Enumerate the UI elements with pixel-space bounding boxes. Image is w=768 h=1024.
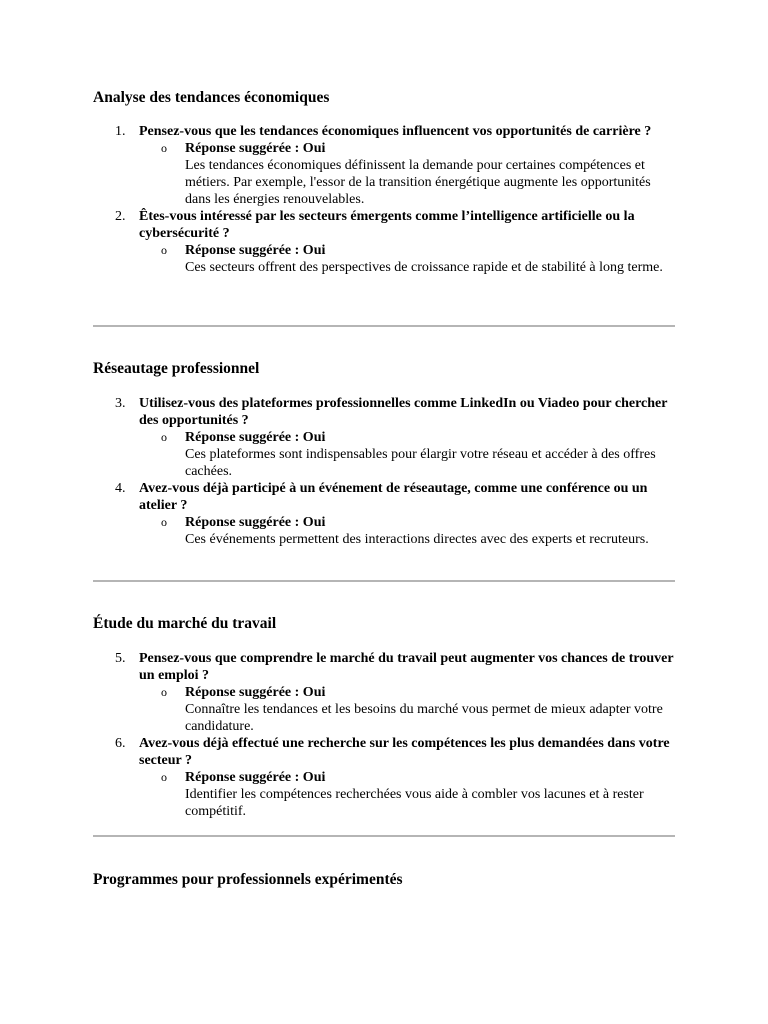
suggested-answer <box>161 140 675 208</box>
answer-label: Réponse suggérée : Oui <box>185 685 326 700</box>
answer-label: Réponse suggérée : Oui <box>185 141 326 156</box>
question-number: 2. <box>115 209 126 224</box>
question-number: 3. <box>115 396 126 411</box>
question-item <box>93 480 675 548</box>
suggested-answer <box>161 684 675 735</box>
section-title: Analyse des tendances économiques <box>93 89 330 106</box>
question-item <box>93 650 675 735</box>
question-number: 5. <box>115 651 126 666</box>
section-title: Programmes pour professionnels expérimentés <box>93 871 403 888</box>
section-divider <box>93 325 675 327</box>
hollow-bullet-icon: o <box>161 770 167 784</box>
answer-explanation: Ces événements permettent des interactions directes avec des experts et recruteurs. <box>185 532 649 547</box>
answer-explanation: Connaître les tendances et les besoins du marché vous permet de mieux adapter votre candidature. <box>185 702 663 734</box>
question-text: Avez-vous déjà effectué une recherche sur les compétences les plus demandées dans votre secteur ? <box>139 736 670 768</box>
section-networking <box>93 360 675 548</box>
question-number: 1. <box>115 124 126 139</box>
question-list <box>93 123 675 276</box>
question-item <box>93 735 675 820</box>
suggested-answer <box>161 769 675 820</box>
hollow-bullet-icon: o <box>161 685 167 699</box>
suggested-answer <box>161 429 675 480</box>
answer-explanation: Ces plateformes sont indispensables pour élargir votre réseau et accéder à des offres cachées. <box>185 447 656 479</box>
answer-explanation: Identifier les compétences recherchées vous aide à combler vos lacunes et à rester compétitif. <box>185 787 644 819</box>
hollow-bullet-icon: o <box>161 243 167 257</box>
hollow-bullet-icon: o <box>161 430 167 444</box>
section-title: Réseautage professionnel <box>93 360 260 377</box>
question-number: 4. <box>115 481 126 496</box>
question-text: Pensez-vous que comprendre le marché du travail peut augmenter vos chances de trouver un emploi ? <box>139 651 674 683</box>
question-list <box>93 650 675 820</box>
section-divider <box>93 835 675 837</box>
answer-label: Réponse suggérée : Oui <box>185 243 326 258</box>
hollow-bullet-icon: o <box>161 141 167 155</box>
answer-label: Réponse suggérée : Oui <box>185 515 326 530</box>
answer-explanation: Ces secteurs offrent des perspectives de croissance rapide et de stabilité à long terme. <box>185 260 663 275</box>
hollow-bullet-icon: o <box>161 515 167 529</box>
question-text: Avez-vous déjà participé à un événement de réseautage, comme une conférence ou un atelier ? <box>139 481 648 513</box>
question-text: Êtes-vous intéressé par les secteurs émergents comme l’intelligence artificielle ou la cybersécurité ? <box>139 209 635 241</box>
section-title: Étude du marché du travail <box>93 615 277 632</box>
question-text: Utilisez-vous des plateformes professionnelles comme LinkedIn ou Viadeo pour chercher des opportunités ? <box>139 396 668 428</box>
answer-explanation: Les tendances économiques définissent la demande pour certaines compétences et métiers. Par exemple, l'essor de la transition énergétique augmente les opportunités dans les énergies renouvelables. <box>185 158 651 207</box>
question-number: 6. <box>115 736 126 751</box>
question-item <box>93 123 675 208</box>
answer-label: Réponse suggérée : Oui <box>185 430 326 445</box>
section-economic-trends <box>93 89 675 276</box>
question-item <box>93 208 675 276</box>
section-job-market <box>93 615 675 820</box>
answer-label: Réponse suggérée : Oui <box>185 770 326 785</box>
question-item <box>93 395 675 480</box>
section-divider <box>93 580 675 582</box>
suggested-answer <box>161 242 675 276</box>
question-list <box>93 395 675 548</box>
question-text: Pensez-vous que les tendances économiques influencent vos opportunités de carrière ? <box>139 124 652 139</box>
section-experienced-programs <box>93 871 675 889</box>
suggested-answer <box>161 514 675 548</box>
